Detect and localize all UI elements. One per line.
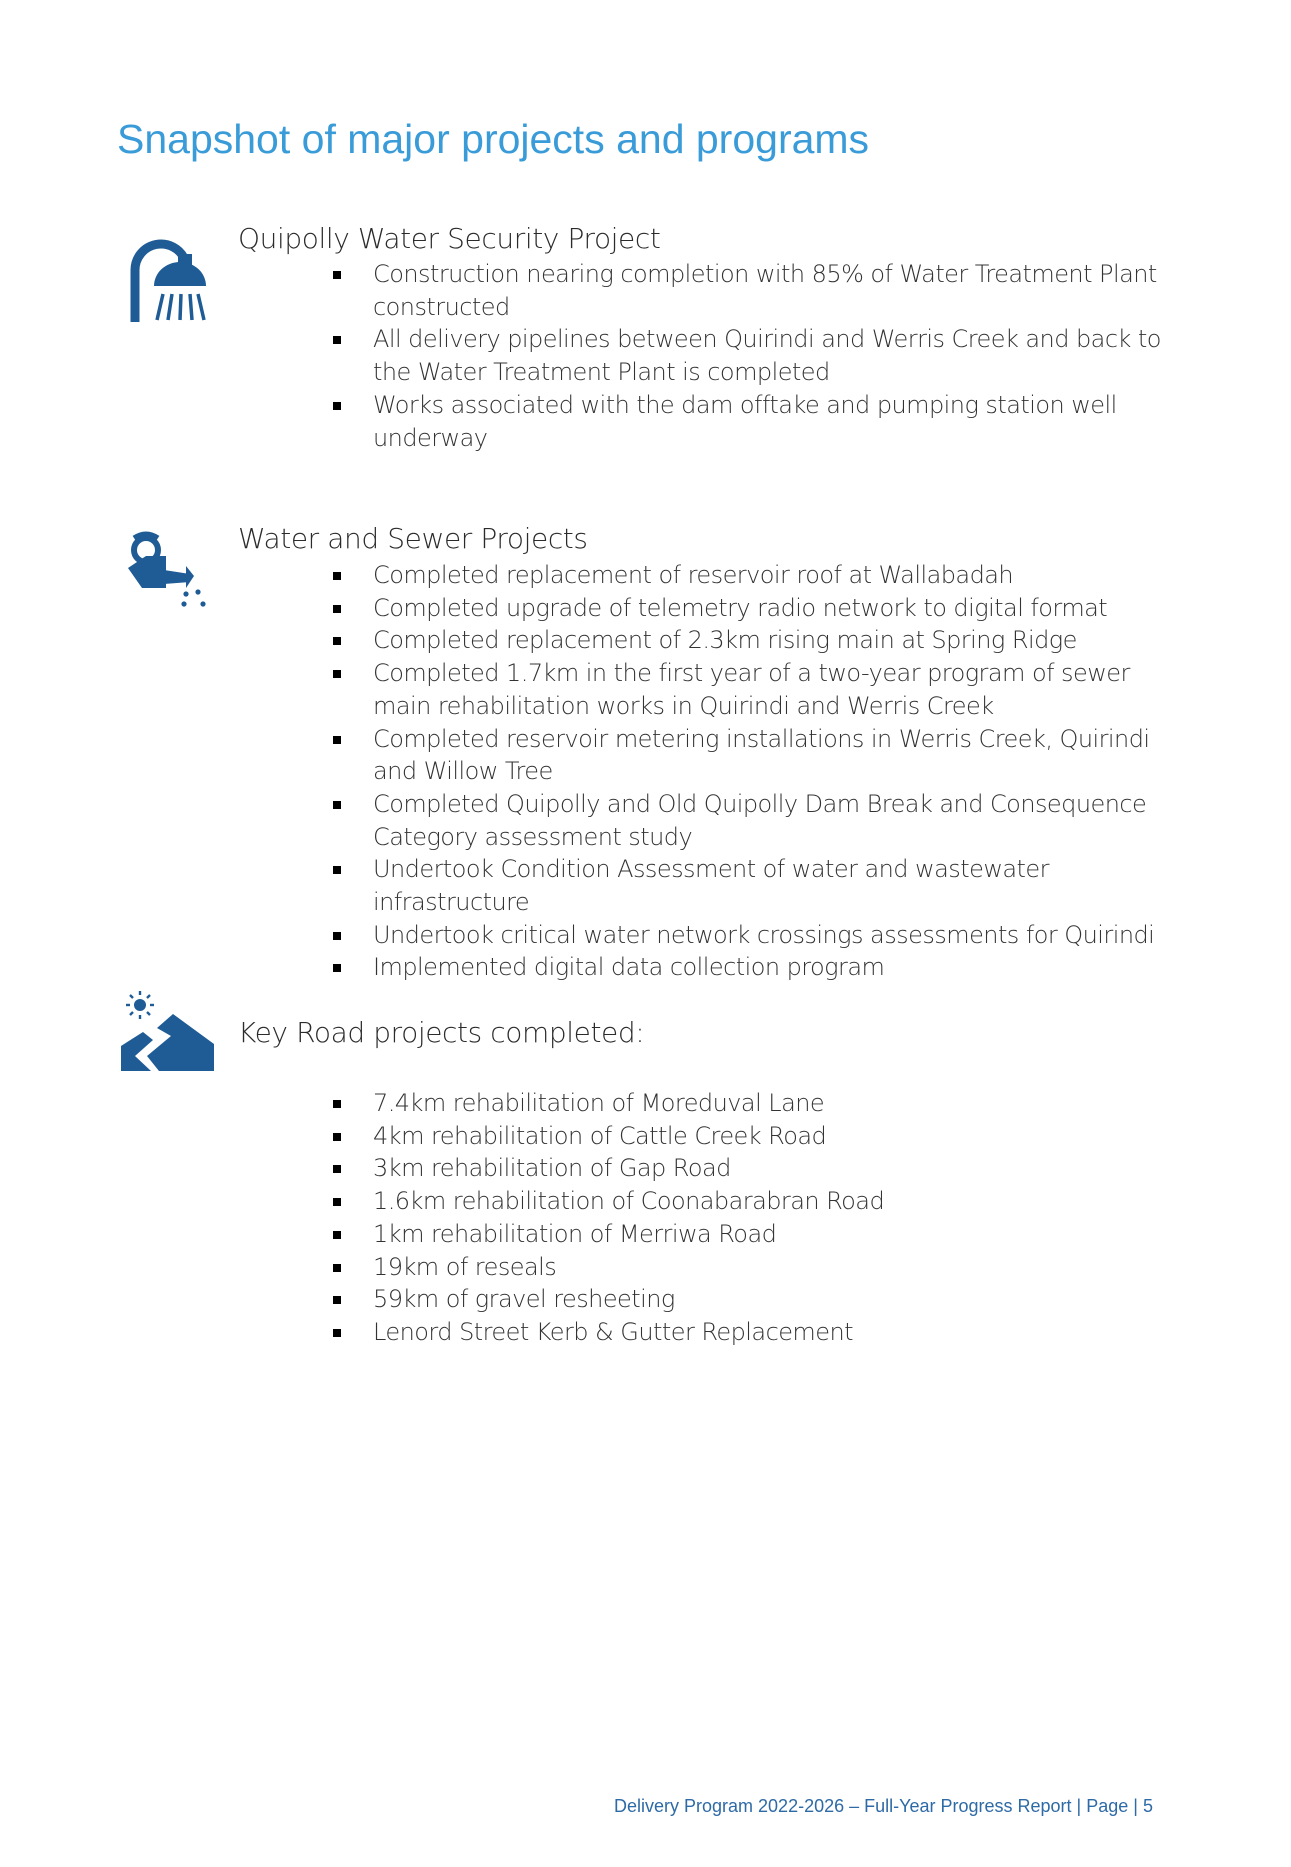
section-heading: Quipolly Water Security Project [238,222,661,255]
list-item: Works associated with the dam offtake and pumping station well underway [330,389,1190,454]
list-item: 3km rehabilitation of Gap Road [330,1152,1190,1185]
list-item: Completed reservoir metering installations in Werris Creek, Quirindi and Willow Tree [330,723,1190,788]
bullet-list [330,559,1190,984]
page-footer: Delivery Program 2022-2026 – Full-Year Progress Report | Page | 5 [614,1796,1153,1816]
page-title: Snapshot of major projects and programs [117,116,870,162]
list-item: Undertook Condition Assessment of water and wastewater infrastructure [330,853,1190,918]
list-item: 7.4km rehabilitation of Moreduval Lane [330,1087,1190,1120]
list-item: All delivery pipelines between Quirindi and Werris Creek and back to the Water Treatment Plant is completed [330,323,1190,388]
list-item: Completed replacement of 2.3km rising main at Spring Ridge [330,624,1190,657]
bullet-list [330,258,1190,454]
list-item: Completed Quipolly and Old Quipolly Dam Break and Consequence Category assessment study [330,788,1190,853]
list-item: 59km of gravel resheeting [330,1283,1190,1316]
list-item: Undertook critical water network crossings assessments for Quirindi [330,919,1190,952]
section-heading: Water and Sewer Projects [238,522,588,555]
bullet-list [330,1087,1190,1349]
section-heading: Key Road projects completed: [238,1016,645,1049]
watering-can-icon [124,530,210,614]
list-item: Lenord Street Kerb & Gutter Replacement [330,1316,1190,1349]
list-item: Implemented digital data collection program [330,951,1190,984]
shower-icon [127,236,207,330]
list-item: 4km rehabilitation of Cattle Creek Road [330,1120,1190,1153]
list-item: Completed replacement of reservoir roof at Wallabadah [330,559,1190,592]
list-item: 1km rehabilitation of Merriwa Road [330,1218,1190,1251]
list-item: Construction nearing completion with 85% of Water Treatment Plant constructed [330,258,1190,323]
list-item: Completed 1.7km in the first year of a two-year program of sewer main rehabilitation works in Quirindi and Werris Creek [330,657,1190,722]
list-item: Completed upgrade of telemetry radio network to digital format [330,592,1190,625]
list-item: 1.6km rehabilitation of Coonabarabran Road [330,1185,1190,1218]
mountain-road-icon [121,990,215,1076]
list-item: 19km of reseals [330,1251,1190,1284]
